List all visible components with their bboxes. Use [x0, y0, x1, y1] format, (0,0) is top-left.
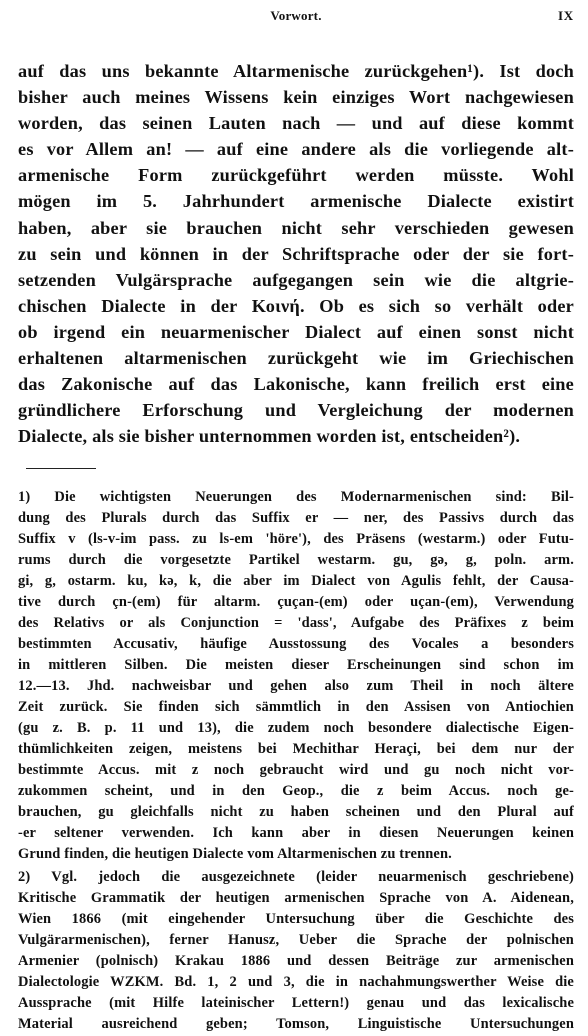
text-line: zu sein und können in der Schriftsprache oder der sie fort-	[18, 243, 574, 264]
footnote-line: Material ausreichend geben; Tomson, Linguistische Untersuchungen	[18, 1016, 574, 1033]
footnote-line: Aussprache (mit Hilfe lateinischer Lettern!) genau und das lexicalische	[18, 995, 574, 1012]
footnote-line: 2) Vgl. jedoch die ausgezeichnete (leider neuarmenisch geschriebene)	[18, 869, 574, 886]
footnote-line: tive durch çn-(em) für altarm. çuçan-(em) oder uçan-(em), Verwendung	[18, 594, 574, 611]
footnote-line: bestimmten Accusativ, häufige Ausstossung des Vocales a besonders	[18, 636, 574, 653]
text-line: setzenden Vulgärsprache aufgegangen sein wie die altgrie-	[18, 269, 574, 290]
footnote-line: in mittleren Silben. Die meisten dieser Erscheinungen sind schon im	[18, 657, 574, 674]
footnote-line: Kritische Grammatik der heutigen armenischen Sprache von A. Aidenean,	[18, 890, 574, 907]
footnote-line: (gu z. B. p. 11 und 13), die zudem noch besondere dialectische Eigen-	[18, 720, 574, 737]
footnote-line: dung des Plurals durch das Suffix er — ner, des Passivs durch das	[18, 510, 574, 527]
footnote-line: Grund finden, die heutigen Dialecte vom Altarmenischen zu trennen.	[18, 846, 452, 863]
footnote-line: gi, g, ostarm. ku, kə, k, die aber im Dialect von Agulis fehlt, der Causa-	[18, 573, 574, 590]
text-line: es vor Allem an! — auf eine andere als die vorliegende alt-	[18, 139, 574, 160]
footnote-2	[18, 867, 574, 1035]
footnote-1	[18, 487, 574, 865]
page-number: IX	[557, 8, 574, 23]
book-page	[18, 6, 574, 1033]
footnote-separator	[26, 468, 96, 469]
footnote-line: Armenier (polnisch) Krakau 1886 und dessen Beiträge zur armenischen	[18, 953, 574, 970]
text-line: gründlichere Erforschung und Vergleichung der modernen	[18, 400, 574, 421]
text-line: ob irgend ein neuarmenischer Dialect auf einen sonst nicht	[18, 321, 574, 342]
footnote-line: Wien 1866 (mit eingehender Untersuchung über die Geschichte des	[18, 911, 574, 928]
text-line: erhaltenen altarmenischen zurückgeht wie im Griechischen	[18, 348, 574, 369]
footnote-line: des Relativs or als Conjunction = 'dass', Aufgabe des Präfixes z beim	[18, 615, 574, 632]
footnote-line: Suffix v (ls-v-im pass. zu ls-em 'höre'), des Präsens (westarm.) oder Futu-	[18, 531, 574, 548]
text-line: Dialecte, als sie bisher unternommen worden ist, entscheiden²).	[18, 426, 521, 447]
text-line: bisher auch meines Wissens kein einziges Wort nachgewiesen	[18, 87, 574, 108]
text-line: worden, das seinen Lauten nach — und auf diese kommt	[18, 113, 574, 134]
footnote-line: brauchen, gu gleichfalls nicht zu haben scheinen und den Plural auf	[18, 804, 574, 821]
footnote-line: zukommen scheint, und in den Geop., die z beim Accus. noch ge-	[18, 783, 574, 800]
footnotes	[18, 487, 574, 1035]
main-text-block	[18, 58, 574, 449]
footnote-line: rums durch die vorgesetzte Partikel westarm. gu, gə, g, poln. arm.	[18, 552, 574, 569]
footnote-line: Vulgärarmenischen), ferner Hanusz, Ueber die Sprache der polnischen	[18, 932, 574, 949]
running-head: Vorwort.	[270, 8, 322, 23]
text-line: mögen im 5. Jahrhundert armenische Dialecte existirt	[18, 191, 574, 212]
footnote-line: -er seltener verwenden. Ich kann aber in diesen Neuerungen keinen	[18, 825, 574, 842]
footnote-line: thümlichkeiten zeigen, meistens bei Mechithar Heraçi, bei dem nur der	[18, 741, 574, 758]
text-line: haben, aber sie brauchen nicht sehr verschieden gewesen	[18, 217, 574, 238]
footnote-line: Zeit zurück. Sie finden sich sämmtlich in den Assisen von Antiochien	[18, 699, 574, 716]
footnote-line: bestimmte Accus. mit z noch gebraucht wird und gu noch nicht vor-	[18, 762, 574, 779]
text-line: das Zakonische auf das Lakonische, kann freilich erst eine	[18, 374, 574, 395]
page-header	[18, 6, 574, 30]
text-line: auf das uns bekannte Altarmenische zurückgehen¹). Ist doch	[18, 61, 574, 81]
footnote-line: 12.—13. Jhd. nachweisbar und gehen also zum Theil in noch ältere	[18, 678, 574, 695]
footnote-line: 1) Die wichtigsten Neuerungen des Modernarmenischen sind: Bil-	[18, 489, 574, 506]
text-line: chischen Dialecte in der Κοινή. Ob es sich so verhält oder	[18, 295, 574, 316]
text-line: armenische Form zurückgeführt werden müsste. Wohl	[18, 165, 574, 186]
footnote-line: Dialectologie WZKM. Bd. 1, 2 und 3, die in nachahmungswerther Weise die	[18, 974, 574, 991]
